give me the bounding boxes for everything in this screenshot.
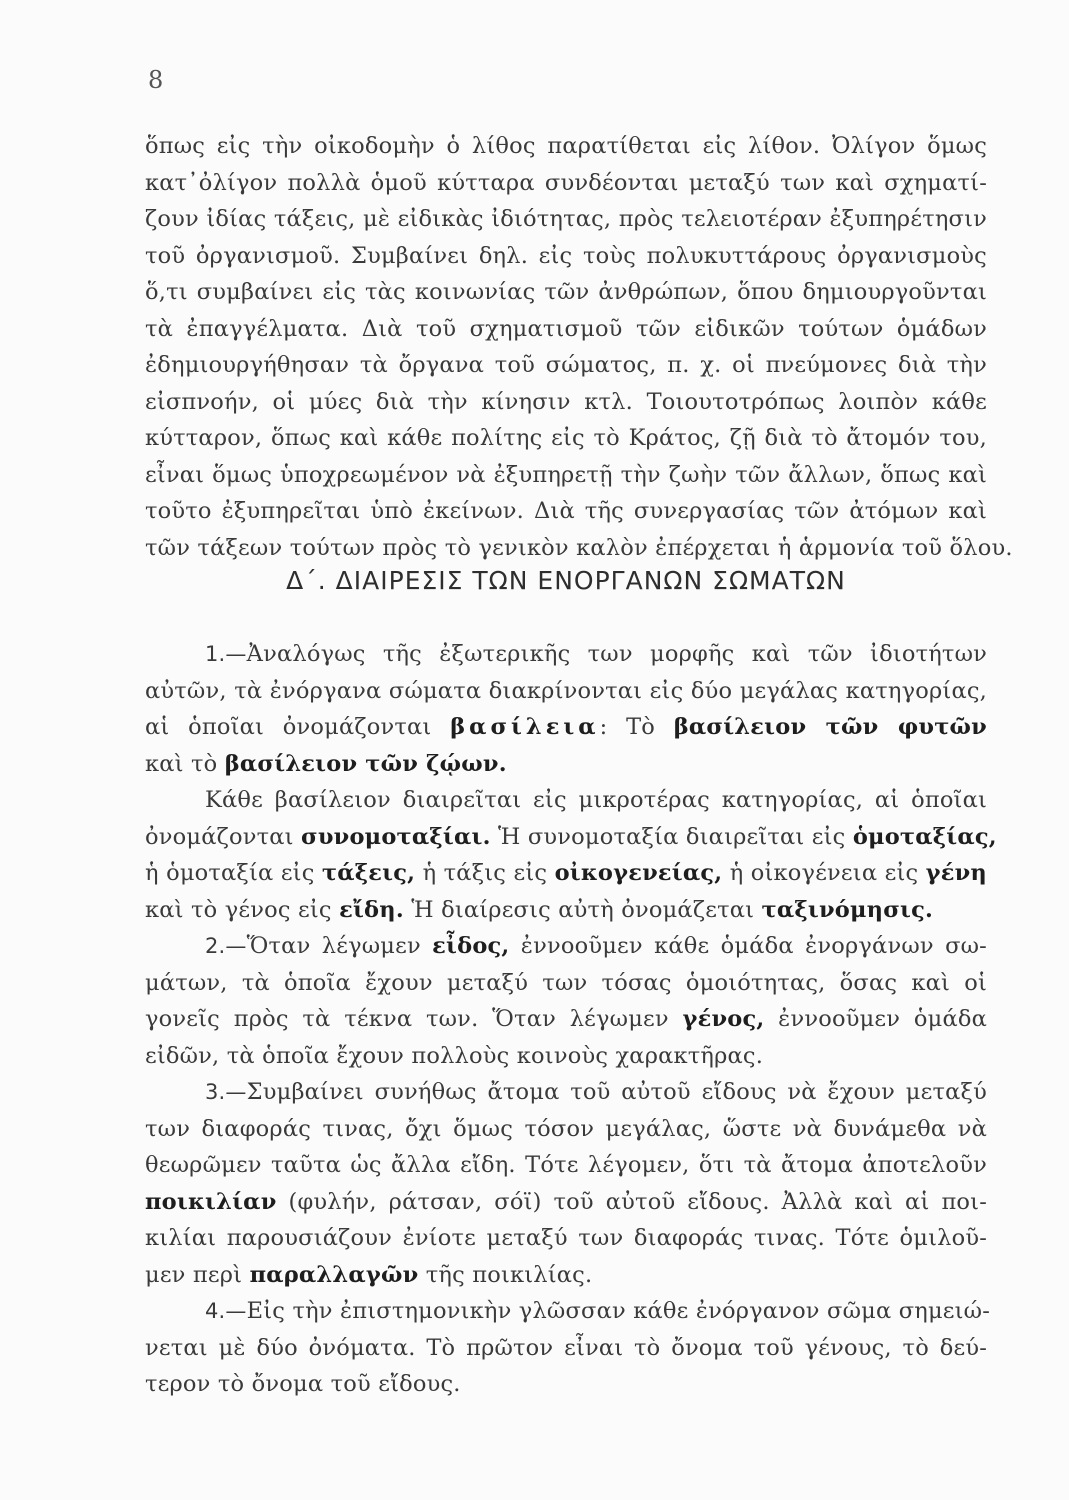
section-number: 1.— bbox=[205, 642, 247, 666]
section-number: 3.— bbox=[205, 1080, 247, 1104]
classification-sections bbox=[145, 636, 997, 1403]
text-line bbox=[145, 746, 987, 783]
text-line: ζουν ἰδίας τάξεις, μὲ εἰδικὰς ἰδιότητας, πρὸς τελειοτέραν ἐξυπηρέτησιν bbox=[145, 206, 987, 232]
text-run: Ὅταν λέγωμεν bbox=[246, 933, 433, 959]
text-line: κύτταρον, ὅπως καὶ κάθε πολίτης εἰς τὸ Κράτος, ζῇ διὰ τὸ ἄτομόν του, bbox=[145, 425, 987, 451]
section-4-line bbox=[145, 1293, 991, 1330]
text-line: Κάθε βασίλειον διαιρεῖται εἰς μικροτέρας κατηγορίας, αἱ ὁποῖαι bbox=[205, 787, 987, 813]
text-run: Εἰς τὴν ἐπιστημονικὴν γλῶσσαν κάθε ἐνόργανον σῶμα σημειώ- bbox=[246, 1298, 991, 1324]
text-run: τῆς ποικιλίας. bbox=[418, 1261, 593, 1288]
term-taxonomy: ταξινόμησις. bbox=[761, 896, 934, 923]
text-line: θεωρῶμεν ταῦτα ὡς ἄλλα εἴδη. Τότε λέγομεν, ὅτι τὰ ἄτομα ἀποτελοῦν bbox=[145, 1152, 987, 1178]
text-line: αὐτῶν, τὰ ἐνόργανα σώματα διακρίνονται εἰς δύο μεγάλας κατηγορίας, bbox=[145, 677, 987, 704]
text-line: ἐδημιουργήθησαν τὰ ὄργανα τοῦ σώματος, π. χ. οἱ πνεύμονες διὰ τὴν bbox=[145, 352, 987, 378]
text-line bbox=[145, 855, 987, 892]
intro-paragraph bbox=[145, 128, 1013, 566]
text-line: ὅ,τι συμβαίνει εἰς τὰς κοινωνίας τῶν ἀνθρώπων, ὅπου δημιουργοῦνται bbox=[145, 279, 987, 305]
text-line: τοῦτο ἐξυπηρεῖται ὑπὸ ἐκείνων. Διὰ τῆς συνεργασίας τῶν ἀτόμων καὶ bbox=[145, 498, 987, 524]
section-number: 4.— bbox=[205, 1299, 247, 1323]
text-line: τῶν τάξεων τούτων πρὸς τὸ γενικὸν καλὸν ἐπέρχεται ἡ ἁρμονία τοῦ ὅλου. bbox=[145, 534, 1013, 561]
text-run: καὶ τὸ bbox=[145, 750, 225, 777]
term-orders: τάξεις, bbox=[321, 860, 416, 886]
text-line bbox=[145, 709, 987, 746]
text-line: νεται μὲ δύο ὀνόματα. Τὸ πρῶτον εἶναι τὸ ὄνομα τοῦ γένους, τὸ δεύ- bbox=[145, 1334, 987, 1361]
text-run: Ἡ συνομοταξία διαιρεῖται εἰς bbox=[490, 823, 853, 850]
text-line bbox=[145, 892, 987, 929]
text-run: Ἀναλόγως τῆς ἐξωτερικῆς των μορφῆς καὶ τῶν ἰδιοτήτων bbox=[246, 641, 987, 667]
text-line bbox=[145, 1001, 987, 1038]
term-variations: παραλλαγῶν bbox=[249, 1261, 419, 1288]
text-run: Ἡ διαίρεσις αὐτὴ ὀνομάζεται bbox=[403, 896, 762, 923]
term-species-def: εἶδος, bbox=[432, 933, 510, 959]
term-families: οἰκογενείας, bbox=[554, 860, 723, 886]
text-line: τερον τὸ ὄνομα τοῦ εἴδους. bbox=[145, 1371, 461, 1397]
term-phyla: συνομοταξίαι. bbox=[301, 823, 491, 850]
term-plant-kingdom: βασίλειον τῶν φυτῶν bbox=[673, 714, 987, 740]
text-line: εἰσπνοήν, οἱ μύες διὰ τὴν κίνησιν κτλ. Τοιουτοτρόπως λοιπὸν κάθε bbox=[145, 388, 987, 415]
text-line: εἶναι ὅμως ὑποχρεωμένον νὰ ἐξυπηρετῇ τὴν ζωὴν τῶν ἄλλων, ὅπως καὶ bbox=[145, 461, 987, 488]
text-line: μάτων, τὰ ὁποῖα ἔχουν μεταξύ των τόσας ὁμοιότητας, ὅσας καὶ οἱ bbox=[145, 969, 987, 996]
text-run: : Τὸ bbox=[599, 714, 674, 740]
text-line bbox=[145, 1257, 987, 1294]
text-line bbox=[145, 819, 997, 856]
section-1-line bbox=[145, 636, 987, 673]
text-run: ἐννοοῦμεν κάθε ὁμάδα ἐνοργάνων σω- bbox=[509, 933, 987, 959]
text-run: ἡ ὁμοταξία εἰς bbox=[145, 860, 322, 886]
term-variety: ποικιλίαν bbox=[145, 1188, 277, 1215]
term-animal-kingdom: βασίλειον τῶν ζῴων. bbox=[224, 750, 507, 777]
text-line: εἰδῶν, τὰ ὁποῖα ἔχουν πολλοὺς κοινοὺς χαρακτῆρας. bbox=[145, 1042, 764, 1069]
text-line: κιλίαι παρουσιάζουν ἐνίοτε μεταξύ των διαφοράς τινας. Τότε ὁμιλοῦ- bbox=[145, 1225, 987, 1251]
term-genera: γένη bbox=[925, 860, 987, 886]
text-run: γονεῖς πρὸς τὰ τέκνα των. Ὅταν λέγωμεν bbox=[145, 1006, 683, 1032]
text-run: μεν περὶ bbox=[145, 1261, 250, 1288]
text-run: ἐννοοῦμεν ὁμάδα bbox=[764, 1006, 987, 1032]
text-run: ὀνομάζονται bbox=[145, 823, 302, 850]
text-run: καὶ τὸ γένος εἰς bbox=[145, 896, 340, 923]
text-run: (φυλήν, ράτσαν, σόϊ) τοῦ αὐτοῦ εἴδους. Ἀλλὰ καὶ αἱ ποι- bbox=[276, 1188, 987, 1215]
text-line: τὰ ἐπαγγέλματα. Διὰ τοῦ σχηματισμοῦ τῶν εἰδικῶν τούτων ὁμάδων bbox=[145, 315, 987, 342]
text-run: αἱ ὁποῖαι ὀνομάζονται bbox=[145, 714, 451, 740]
text-line: ὅπως εἰς τὴν οἰκοδομὴν ὁ λίθος παρατίθεται εἰς λίθον. Ὀλίγον ὅμως bbox=[145, 133, 987, 159]
section-2-line bbox=[145, 928, 987, 965]
term-kingdoms: βασίλεια bbox=[450, 714, 600, 740]
text-line: κατ᾽ὀλίγον πολλὰ ὁμοῦ κύτταρα συνδέονται μεταξύ των καὶ σχηματί- bbox=[145, 169, 987, 196]
section-3-line bbox=[145, 1074, 987, 1111]
text-run: ἡ οἰκογένεια εἰς bbox=[722, 860, 926, 886]
term-classes: ὁμοταξίας, bbox=[852, 823, 997, 850]
text-run: ἡ τάξις εἰς bbox=[415, 860, 555, 886]
text-line: τοῦ ὀργανισμοῦ. Συμβαίνει δηλ. εἰς τοὺς πολυκυττάρους ὀργανισμοὺς bbox=[145, 242, 987, 269]
text-run: Συμβαίνει συνήθως ἄτομα τοῦ αὐτοῦ εἴδους νὰ ἔχουν μεταξύ bbox=[246, 1079, 987, 1105]
term-species: εἴδη. bbox=[339, 896, 404, 923]
section-number: 2.— bbox=[205, 934, 247, 958]
term-genus-def: γένος, bbox=[682, 1006, 765, 1032]
page-number: 8 bbox=[148, 66, 164, 94]
text-line bbox=[145, 1184, 987, 1221]
text-line: των διαφοράς τινας, ὄχι ὅμως τόσον μεγάλας, ὥστε νὰ δυνάμεθα νὰ bbox=[145, 1115, 987, 1142]
section-heading: Δ΄. ΔΙΑΙΡΕΣΙΣ ΤΩΝ ΕΝΟΡΓΑΝΩΝ ΣΩΜΑΤΩΝ bbox=[286, 566, 846, 595]
